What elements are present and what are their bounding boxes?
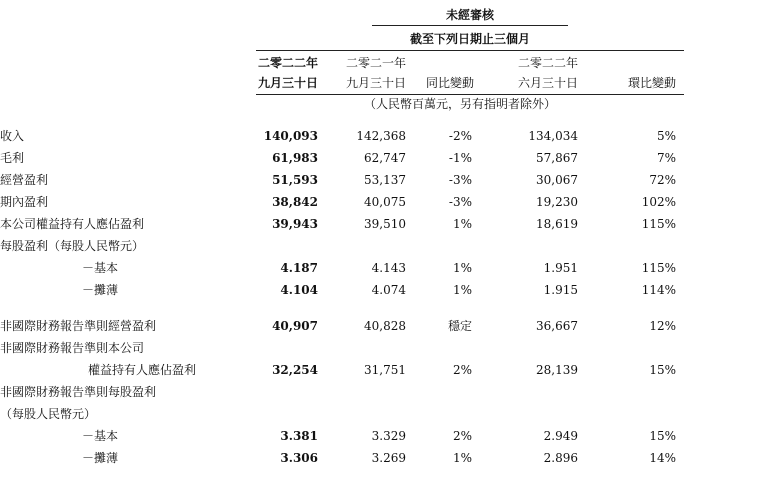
value-2022-jun: 1.915 [543, 283, 578, 297]
row-label: 非國際財務報告準則經營盈利 [0, 319, 157, 333]
col1-date: 九月三十日 [257, 76, 318, 90]
value-2022-sep: 40,907 [272, 319, 318, 333]
column-header-underline [256, 94, 684, 95]
value-2021-sep: 31,751 [364, 363, 406, 377]
value-2022-jun: 2.949 [543, 429, 578, 443]
table-row [0, 235, 757, 257]
value-2021-sep: 39,510 [364, 217, 406, 231]
value-2022-jun: 28,139 [536, 363, 578, 377]
qoq-change: 5% [656, 129, 676, 143]
row-label: －基本 [82, 429, 119, 443]
qoq-change: 72% [649, 173, 676, 187]
period-underline [256, 50, 684, 51]
row-label: －基本 [82, 261, 119, 275]
value-2021-sep: 62,747 [364, 151, 406, 165]
value-2021-sep: 40,075 [364, 195, 406, 209]
value-2021-sep: 3.329 [371, 429, 406, 443]
table-row [0, 279, 757, 301]
value-2022-jun: 57,867 [536, 151, 578, 165]
yoy-change: 穩定 [447, 319, 472, 333]
value-2021-sep: 40,828 [364, 319, 406, 333]
qoq-change: 12% [649, 319, 676, 333]
qoq-change: 15% [649, 429, 676, 443]
table-row [0, 125, 757, 147]
unaudited-heading: 未經審核 [445, 8, 494, 22]
value-2022-jun: 2.896 [543, 451, 578, 465]
qoq-change: 14% [649, 451, 676, 465]
qoq-change: 102% [641, 195, 676, 209]
value-2022-sep: 3.381 [280, 429, 318, 443]
value-2022-sep: 32,254 [272, 363, 318, 377]
row-label: －攤薄 [82, 283, 119, 297]
section-label: 非國際財務報告準則每股盈利 [0, 385, 157, 399]
value-2022-sep: 38,842 [272, 195, 318, 209]
value-2022-jun: 134,034 [528, 129, 578, 143]
qoq-header: 環比變動 [627, 76, 676, 90]
table-row [0, 191, 757, 213]
yoy-header: 同比變動 [425, 76, 474, 90]
value-2022-sep: 4.187 [280, 261, 318, 275]
row-label: 經營盈利 [0, 173, 49, 187]
col3-date: 六月三十日 [517, 76, 578, 90]
value-2021-sep: 3.269 [371, 451, 406, 465]
row-label: 毛利 [0, 151, 25, 165]
value-2021-sep: 4.143 [371, 261, 406, 275]
table-row [0, 315, 757, 337]
value-2022-jun: 36,667 [536, 319, 578, 333]
row-label: 本公司權益持有人應佔盈利 [0, 217, 145, 231]
table-row [0, 359, 757, 381]
yoy-change: -3% [448, 195, 472, 209]
unit-note: （人民幣百萬元，另有指明者除外） [363, 97, 556, 111]
table-row [0, 147, 757, 169]
row-label: 收入 [0, 129, 25, 143]
value-2022-sep: 51,593 [272, 173, 318, 187]
value-2021-sep: 4.074 [371, 283, 406, 297]
table-row [0, 337, 757, 359]
heading-underline [372, 25, 568, 26]
value-2022-sep: 61,983 [272, 151, 318, 165]
table-row [0, 381, 757, 403]
yoy-change: -3% [448, 173, 472, 187]
value-2022-jun: 18,619 [536, 217, 578, 231]
value-2022-sep: 39,943 [272, 217, 318, 231]
section-label: 每股盈利（每股人民幣元） [0, 239, 145, 253]
col2-date: 九月三十日 [345, 76, 406, 90]
table-row [0, 447, 757, 469]
yoy-change: 1% [452, 217, 472, 231]
value-2022-sep: 140,093 [263, 129, 318, 143]
qoq-change: 115% [641, 261, 676, 275]
table-row [0, 425, 757, 447]
table-row [0, 403, 757, 425]
yoy-change: 2% [452, 363, 472, 377]
yoy-change: -1% [448, 151, 472, 165]
yoy-change: 1% [452, 261, 472, 275]
qoq-change: 114% [641, 283, 676, 297]
period-heading: 截至下列日期止三個月 [409, 32, 530, 46]
table-row [0, 257, 757, 279]
col2-year: 二零二一年 [345, 56, 406, 70]
yoy-change: 1% [452, 283, 472, 297]
value-2022-jun: 19,230 [536, 195, 578, 209]
yoy-change: -2% [448, 129, 472, 143]
value-2022-sep: 3.306 [280, 451, 318, 465]
col1-year: 二零二二年 [257, 56, 318, 70]
yoy-change: 2% [452, 429, 472, 443]
qoq-change: 15% [649, 363, 676, 377]
table-row [0, 169, 757, 191]
value-2022-sep: 4.104 [280, 283, 318, 297]
table-row [0, 213, 757, 235]
value-2022-jun: 30,067 [536, 173, 578, 187]
row-label: 權益持有人應佔盈利 [88, 363, 197, 377]
value-2021-sep: 142,368 [356, 129, 406, 143]
yoy-change: 1% [452, 451, 472, 465]
financial-table [0, 125, 757, 469]
value-2022-jun: 1.951 [543, 261, 578, 275]
qoq-change: 7% [656, 151, 676, 165]
col3-year: 二零二二年 [517, 56, 578, 70]
row-label: 期內盈利 [0, 195, 49, 209]
section-label: 非國際財務報告準則本公司 [0, 341, 145, 355]
spacer-row [0, 301, 757, 315]
section-label: （每股人民幣元） [0, 407, 97, 421]
value-2021-sep: 53,137 [364, 173, 406, 187]
row-label: －攤薄 [82, 451, 119, 465]
qoq-change: 115% [641, 217, 676, 231]
